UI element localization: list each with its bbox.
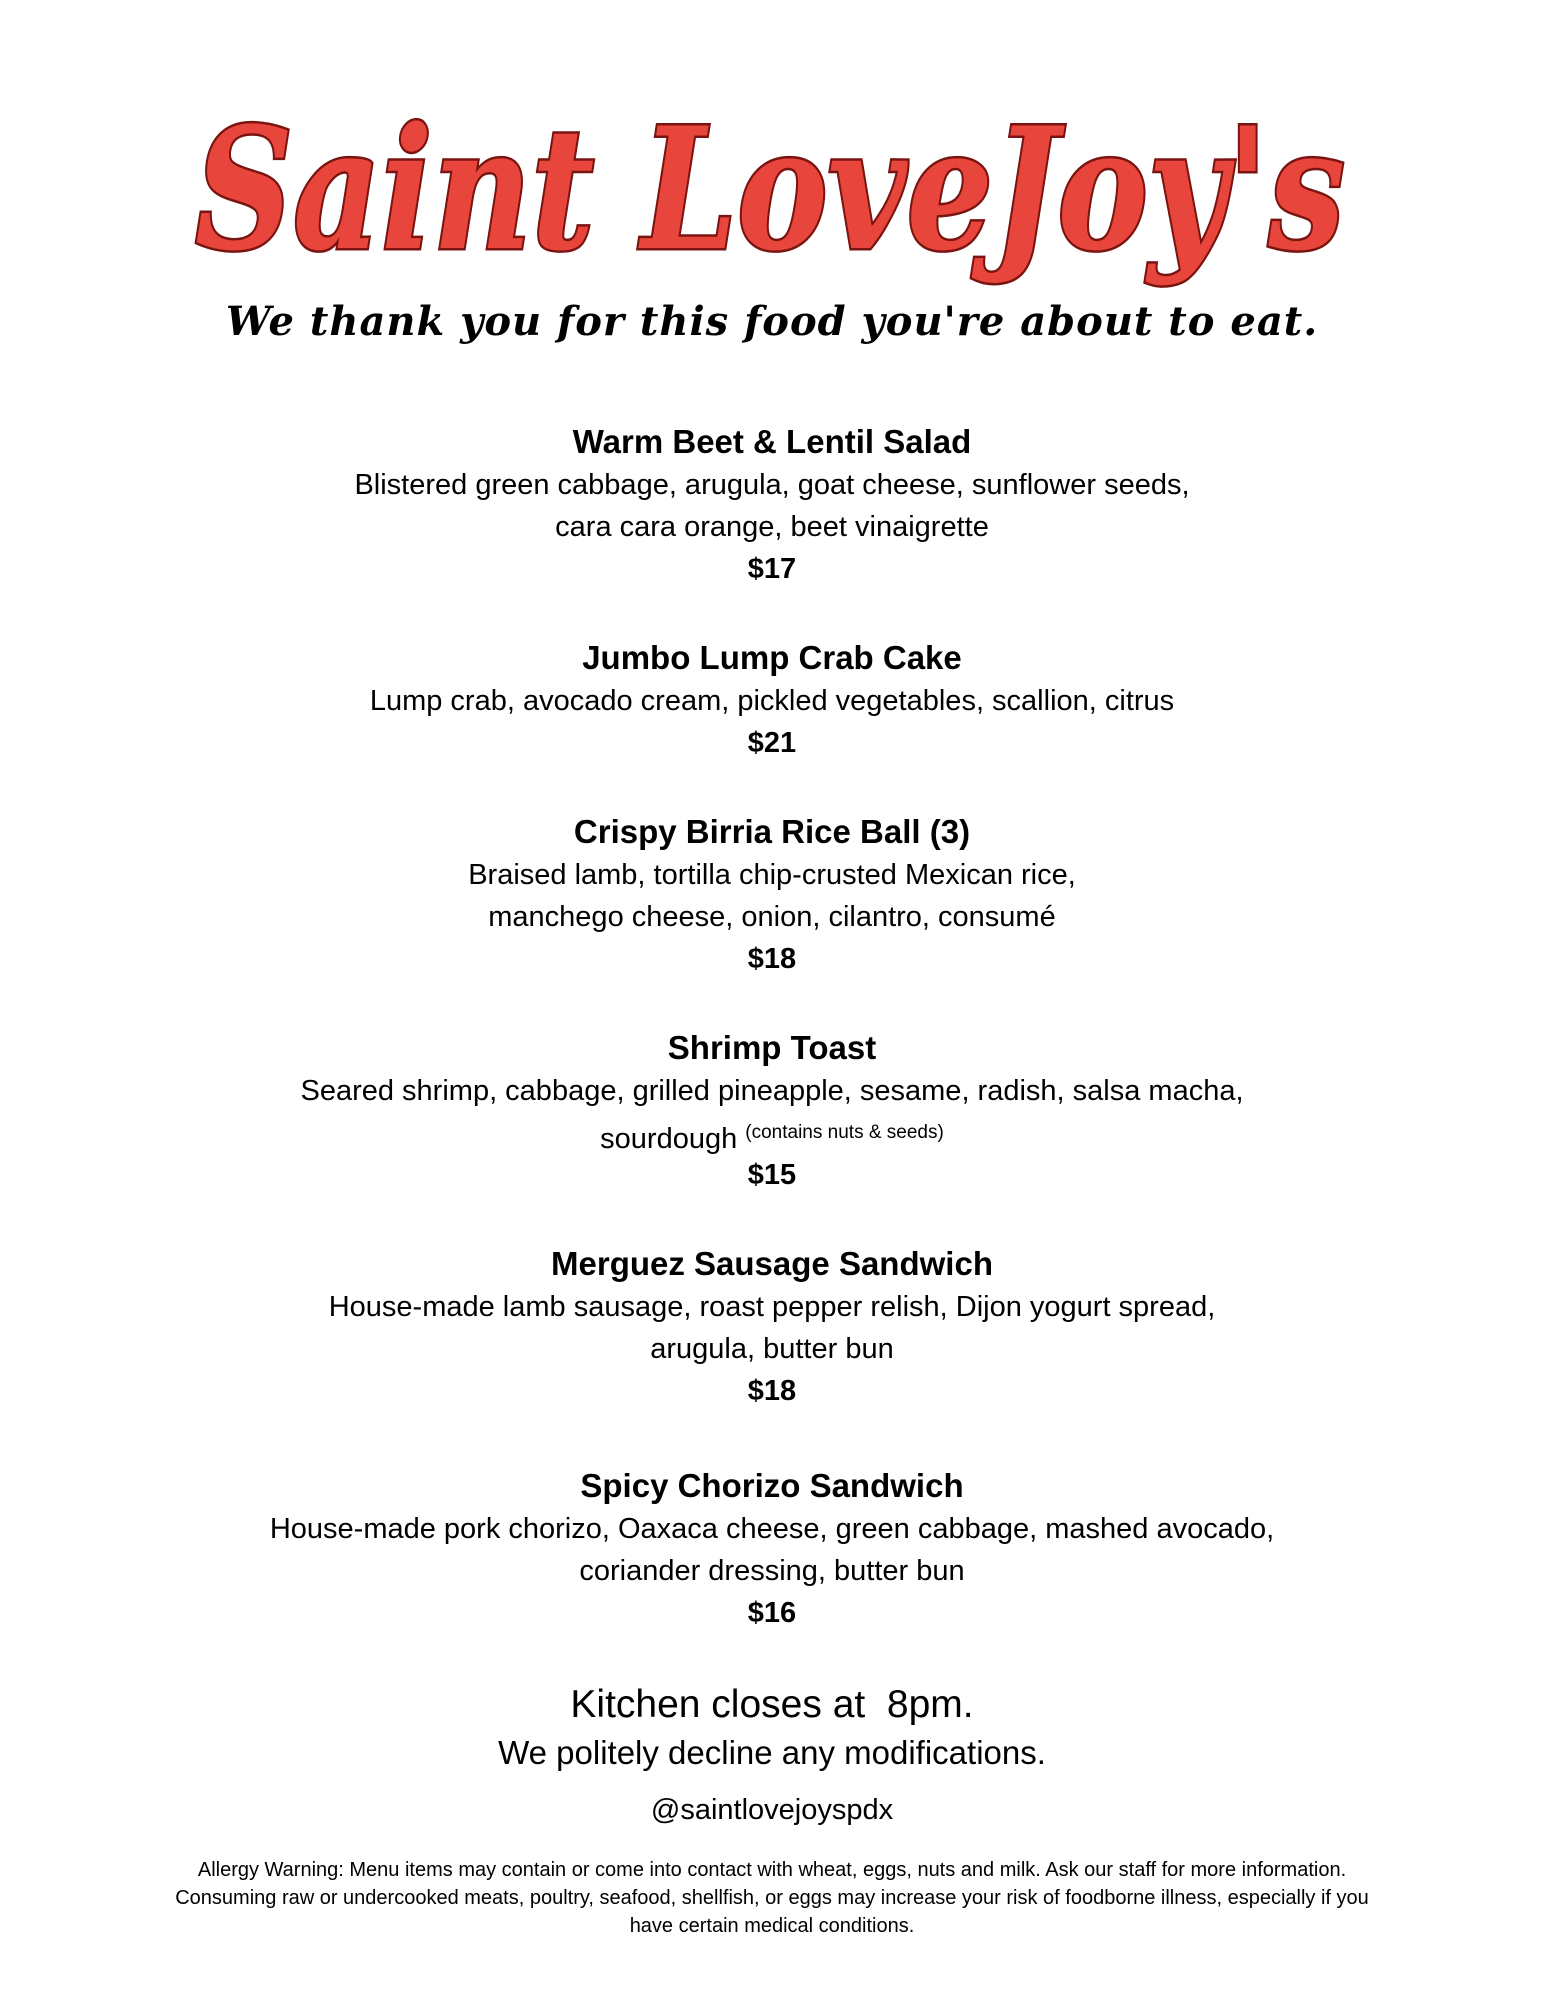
tagline: We thank you for this food you're about to eat.: [225, 298, 1319, 345]
allergy-warning-line: Allergy Warning: Menu items may contain or come into contact with wheat, eggs, nuts and milk. Ask our staff for more information.: [197, 1859, 1347, 1881]
menu-item-name: Shrimp Toast: [667, 1029, 877, 1066]
menu-item-description: [0, 854, 1544, 938]
menu-item-description-line: House-made pork chorizo, Oaxaca cheese, green cabbage, mashed avocado,: [269, 1513, 1275, 1545]
menu-item-price: $15: [747, 1159, 797, 1191]
menu-item-description: [0, 1508, 1544, 1592]
restaurant-logo: [180, 88, 1360, 298]
menu-item-name: Warm Beet & Lentil Salad: [572, 423, 972, 460]
kitchen-closing-time: Kitchen closes at 8pm.: [570, 1683, 974, 1726]
menu-item: [0, 636, 1544, 764]
allergy-warning-line: Consuming raw or undercooked meats, poultry, seafood, shellfish, or eggs may increase your risk of foodborne illness, especially if you: [175, 1887, 1369, 1909]
menu-item-description-line: coriander dressing, butter bun: [579, 1555, 965, 1587]
menu-item-description-text: sourdough: [600, 1123, 738, 1155]
social-handle: @saintlovejoyspdx: [650, 1794, 894, 1826]
menu-item-price: $18: [747, 943, 797, 975]
menu-item-description: [0, 1070, 1544, 1154]
menu-item-description-line: Lump crab, avocado cream, pickled vegetables, scallion, citrus: [369, 685, 1175, 717]
menu-item-description-line: House-made lamb sausage, roast pepper relish, Dijon yogurt spread,: [328, 1291, 1216, 1323]
menu-item-name: Crispy Birria Rice Ball (3): [573, 813, 971, 850]
menu-item: [0, 810, 1544, 980]
menu-item-price: $17: [747, 553, 797, 585]
menu-item-description: [0, 680, 1544, 722]
menu-item-price: $18: [747, 1375, 797, 1407]
menu-item-description-line: cara cara orange, beet vinaigrette: [555, 511, 989, 543]
menu-item-allergen-note: (contains nuts & seeds): [745, 1122, 944, 1143]
menu-item-name: Merguez Sausage Sandwich: [551, 1245, 993, 1282]
menu-item-name: Jumbo Lump Crab Cake: [582, 639, 962, 676]
menu-item-description-line: [0, 1112, 1544, 1154]
menu-item-description: [0, 1286, 1544, 1370]
menu-item-name: Spicy Chorizo Sandwich: [580, 1467, 964, 1504]
restaurant-logo-text: Saint LoveJoy's: [195, 90, 1345, 288]
menu-item: [0, 1242, 1544, 1412]
menu-item: [0, 420, 1544, 590]
menu-item-description-line: arugula, butter bun: [650, 1333, 894, 1365]
menu-item-price: $21: [747, 727, 797, 759]
allergy-warning-line: have certain medical conditions.: [629, 1915, 915, 1937]
menu-item-description: [0, 464, 1544, 548]
closing-notes: [0, 1680, 1544, 1832]
menu-item-description-line: Braised lamb, tortilla chip-crusted Mexican rice,: [468, 859, 1076, 891]
menu-item-price: $16: [747, 1597, 797, 1629]
menu-item-description-line: manchego cheese, onion, cilantro, consumé: [488, 901, 1056, 933]
menu-item: [0, 1464, 1544, 1634]
allergy-warning: [90, 1856, 1454, 1940]
menu-item-description-line: Blistered green cabbage, arugula, goat cheese, sunflower seeds,: [354, 469, 1190, 501]
menu-item-description-line: Seared shrimp, cabbage, grilled pineapple, sesame, radish, salsa macha,: [300, 1075, 1244, 1107]
menu-item: [0, 1026, 1544, 1196]
modifications-notice: We politely decline any modifications.: [498, 1734, 1046, 1771]
